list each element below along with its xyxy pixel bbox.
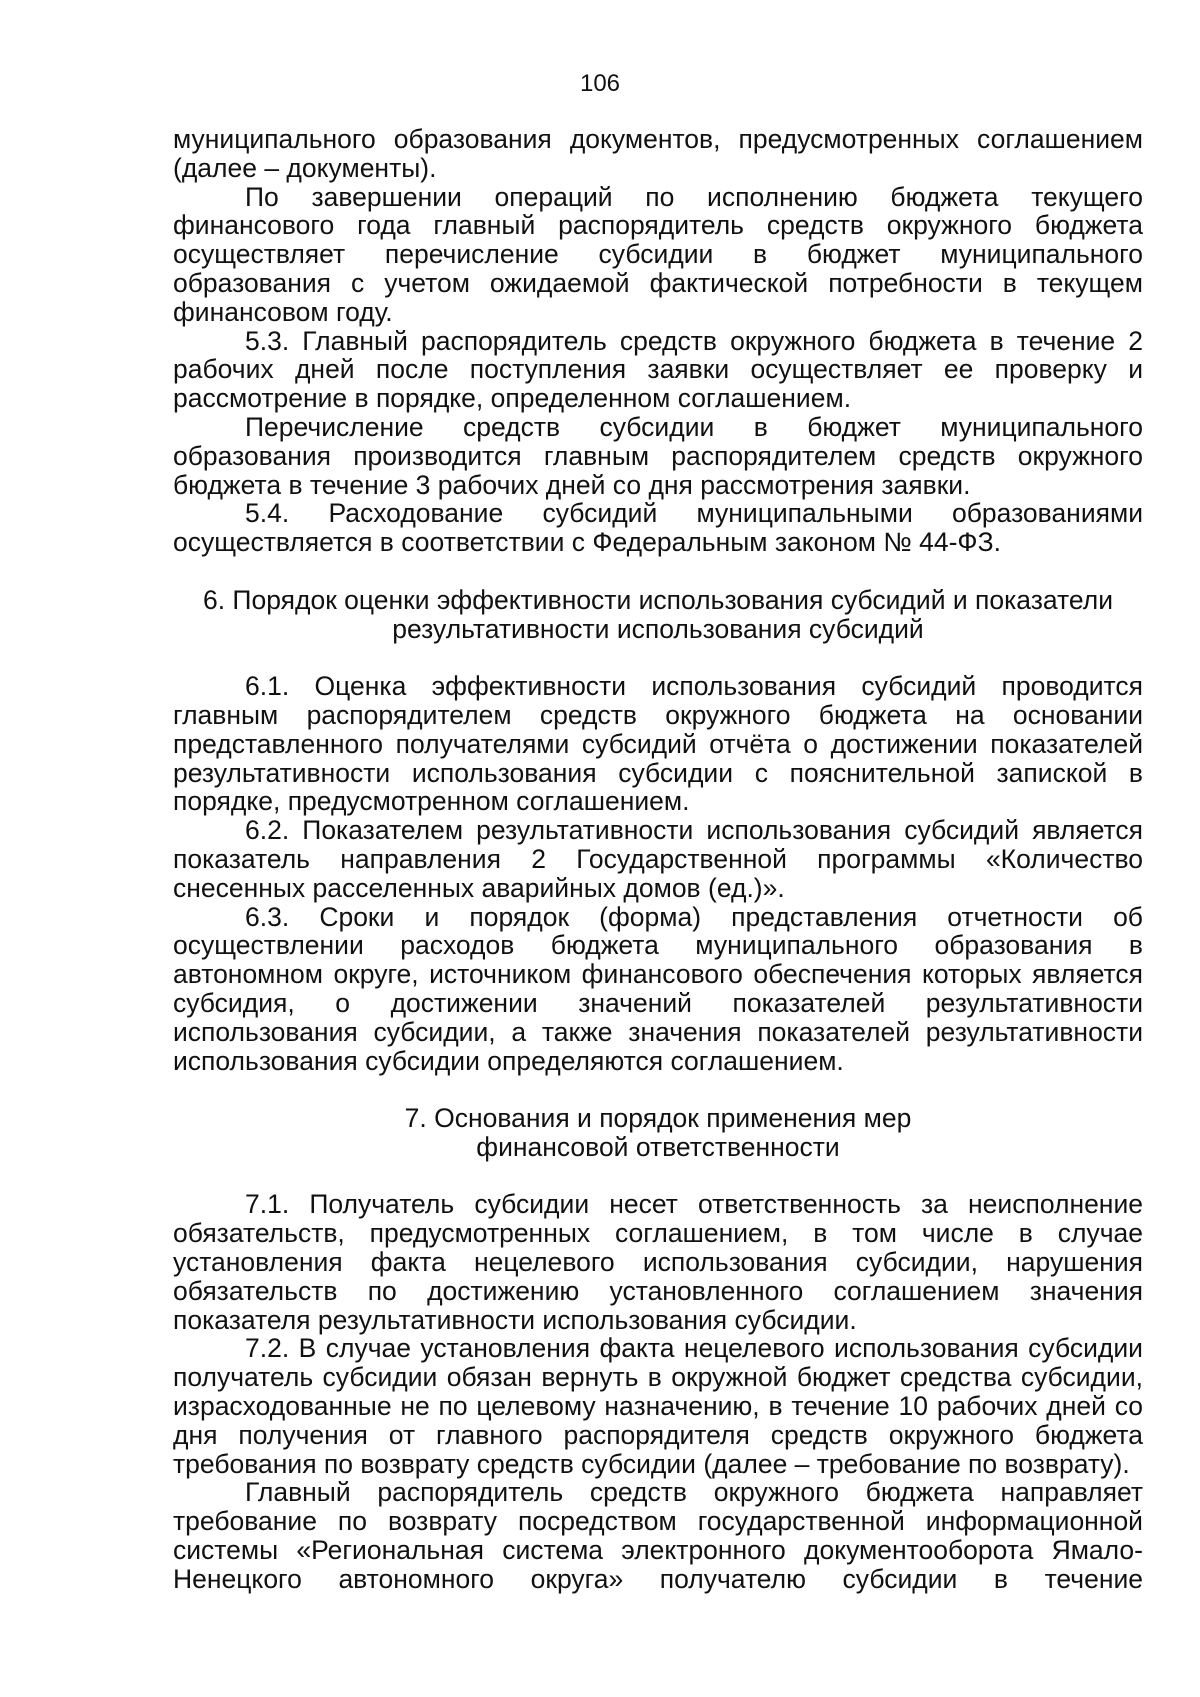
- paragraph-5-3: 5.3. Главный распорядитель средств окружного бюджета в течение 2 рабочих дней после поступления заявки осуществляет ее проверку и рассмотрение в порядке, определенном соглашением.: [173, 325, 1143, 414]
- paragraph-7-1: 7.1. Получатель субсидии несет ответственность за неисполнение обязательств, предусмотренных соглашением, в том числе в случае установления факта нецелевого использования субсидии, нарушения обязательств по достижению установленного соглашением значения показателя результативности использования субсидии.: [173, 1189, 1143, 1335]
- document-body: [173, 125, 1143, 1594]
- paragraph-transfer-terms: Перечисление средств субсидии в бюджет муниципального образования производится главным распорядителем средств окружного бюджета в течение 3 рабочих дней со дня рассмотрения заявки.: [173, 411, 1143, 500]
- section-7-heading: [173, 1104, 1143, 1162]
- section-7-heading-line2: финансовой ответственности: [476, 1131, 840, 1162]
- section-6-heading: [173, 586, 1143, 644]
- paragraph-7-2: 7.2. В случае установления факта нецелевого использования субсидии получатель субсидии обязан вернуть в окружной бюджет средства субсидии, израсходованные не по целевому назначению, в течение 10 рабочих дней со дня получения от главного распорядителя средств окружного бюджета требования по возврату средств субсидии (далее – требование по возврату).: [173, 1333, 1143, 1479]
- paragraph-continuation: муниципального образования документов, предусмотренных соглашением (далее – документы).: [173, 124, 1143, 183]
- paragraph-6-3: 6.3. Сроки и порядок (форма) представления отчетности об осуществлении расходов бюджета муниципального образования в автономном округе, источником финансового обеспечения которых является субсидия, о достижении значений показателей результативности использования субсидии, а также значения показателей результативности использования субсидии определяются соглашением.: [173, 901, 1143, 1076]
- section-6-heading-line2: результативности использования субсидий: [392, 613, 924, 644]
- paragraph-transfer-end-of-year: По завершении операций по исполнению бюджета текущего финансового года главный распорядитель средств окружного бюджета осуществляет перечисление субсидии в бюджет муниципального образования с учетом ожидаемой фактической потребности в текущем финансовом году.: [173, 181, 1143, 327]
- paragraph-refund-demand: Главный распорядитель средств окружного бюджета направляет требование по возврату посредством государственной информационной системы «Региональная система электронного документооборота Ямало-Ненецкого автономного округа» получателю субсидии в течение: [173, 1477, 1143, 1594]
- paragraph-6-1: 6.1. Оценка эффективности использования субсидий проводится главным распорядителем средств окружного бюджета на основании представленного получателями субсидий отчёта о достижении показателей результативности использования субсидии с пояснительной запиской в порядке, предусмотренном соглашением.: [173, 671, 1143, 817]
- paragraph-5-4: 5.4. Расходование субсидий муниципальными образованиями осуществляется в соответствии с Федеральным законом № 44-ФЗ.: [173, 498, 1143, 558]
- section-7-heading-line1: 7. Основания и порядок применения мер: [404, 1103, 912, 1134]
- paragraph-6-2: 6.2. Показателем результативности использования субсидий является показатель направления 2 Государственной программы «Количество снесенных расселенных аварийных домов (ед.)».: [173, 815, 1143, 903]
- page-number: 106: [579, 70, 621, 97]
- section-6-heading-line1: 6. Порядок оценки эффективности использования субсидий и показатели: [202, 584, 1114, 615]
